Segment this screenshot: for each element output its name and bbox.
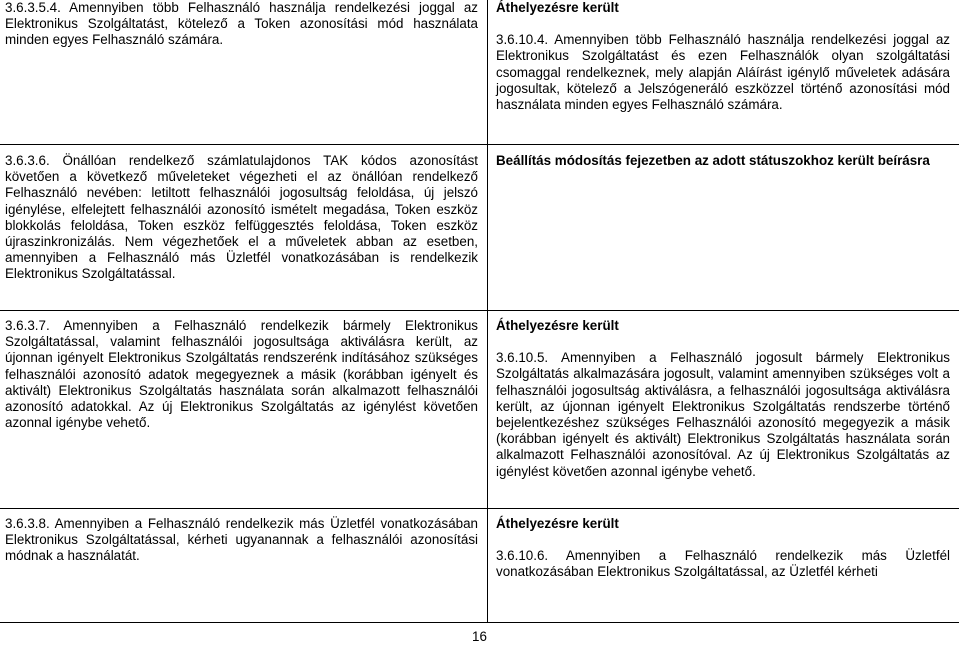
paragraph-text: Amennyiben a Felhasználó jogosult bármely Elektronikus Szolgáltatás alkalmazására jogosult, valamint amennyiben szükséges volt a felhasználói jogosultság aktiválásra, a felhasználói jogosultsága aktiválásra került, az újonnan igényelt Elektronikus Szolgáltatás rendszerbe történő bejelentkezéshez szükséges Felhasználói azonosító megegyezik a másik (korábban igényelt és aktivált) Elektronikus Szolgáltatás használata során alkalmazott Felhasználói azonosítóval. Az új Elektronikus Szolgáltatás az igénylést követően azonnal igénybe vehető. <box>496 350 950 479</box>
paragraph-text: Amennyiben a Felhasználó rendelkezik más Üzletfél vonatkozásában Elektronikus Szolgáltatással, az Üzletfél kérheti <box>496 548 950 580</box>
paragraph-text: Amennyiben több Felhasználó használja rendelkezési joggal az Elektronikus Szolgáltatást, kötelező a Token azonosítási mód használata minden egyes Felhasználó számára. <box>5 0 478 48</box>
status-heading: Beállítás módosítás fejezetben az adott státuszokhoz került beírásra <box>496 153 930 168</box>
table-bottom-border <box>0 622 959 623</box>
paragraph-text: Amennyiben több Felhasználó használja rendelkezési joggal az Elektronikus Szolgáltatást és ezen Felhasználók olyan szolgáltatási csomaggal rendelkeznek, mely alapján Aláírást igénylő műveletek adására jogosultak, kötelező a Jelszógeneráló eszközzel történő azonosítási mód használata minden egyes Felhasználó számára. <box>496 32 950 113</box>
status-heading: Áthelyezésre került <box>496 516 619 531</box>
page-number: 16 <box>472 629 487 644</box>
paragraph <box>5 516 478 565</box>
paragraph <box>5 318 478 431</box>
row4-left-cell <box>5 516 478 565</box>
column-divider <box>487 0 488 623</box>
section-number: 3.6.10.4. <box>496 32 549 48</box>
paragraph <box>496 548 950 580</box>
row-divider <box>0 144 487 145</box>
row4-right-cell <box>496 516 950 581</box>
paragraph <box>496 350 950 480</box>
row-divider <box>487 508 959 509</box>
row3-left-cell <box>5 318 478 431</box>
row1-left-cell <box>5 0 478 49</box>
paragraph-text: Amennyiben a Felhasználó rendelkezik bármely Elektronikus Szolgáltatással, valamint felhasználói jogosultsága aktiválásra került, az újonnan igényelt Elektronikus Szolgáltatás rendszerénk indításához szükséges felhasználói azonosító adatok megegyeznek a másik (korábban igényelt és aktivált) Elektronikus Szolgáltatás használata során alkalmazott felhasználói azonosító adatokkal. Az új Elektronikus Szolgáltatás az igénylést követően azonnal igénybe vehető. <box>5 318 478 431</box>
row3-right-cell <box>496 318 950 480</box>
paragraph-text: Önállóan rendelkező számlatulajdonos TAK kódos azonosítást követően a következő műveleteket végezheti el az önállóan rendelkező Felhasználó nevében: letiltott felhasználói jogosultság feloldása, új jelszó igénylése, elfelejtett felhasználói azonosító ismételt megadása, Token eszköz blokkolás feloldása, Token eszköz felfüggesztés feloldása, Token eszköz újraszinkronizálás. Nem végezhetőek el a műveletek abban az esetben, amennyiben a Felhasználó más Üzletfél vonatkozásában is rendelkezik Elektronikus Szolgáltatással. <box>5 153 478 282</box>
paragraph <box>5 0 478 49</box>
row-divider <box>0 508 487 509</box>
paragraph <box>496 32 950 113</box>
row2-left-cell <box>5 153 478 283</box>
section-number: 3.6.3.8. <box>5 516 50 531</box>
section-number: 3.6.10.6. <box>496 548 549 564</box>
status-heading: Áthelyezésre került <box>496 0 619 15</box>
section-number: 3.6.3.5.4. <box>5 0 61 15</box>
row-divider <box>487 310 959 311</box>
row2-right-cell <box>496 153 950 169</box>
section-number: 3.6.3.7. <box>5 318 50 333</box>
row1-right-cell <box>496 0 950 113</box>
section-number: 3.6.3.6. <box>5 153 50 168</box>
row-divider <box>0 310 487 311</box>
paragraph <box>5 153 478 283</box>
row-divider <box>487 144 959 145</box>
section-number: 3.6.10.5. <box>496 350 549 366</box>
paragraph-text: Amennyiben a Felhasználó rendelkezik más Üzletfél vonatkozásában Elektronikus Szolgáltatással, kérheti ugyanannak a felhasználói azonosítási módnak a használatát. <box>5 516 478 564</box>
status-heading: Áthelyezésre került <box>496 318 619 333</box>
